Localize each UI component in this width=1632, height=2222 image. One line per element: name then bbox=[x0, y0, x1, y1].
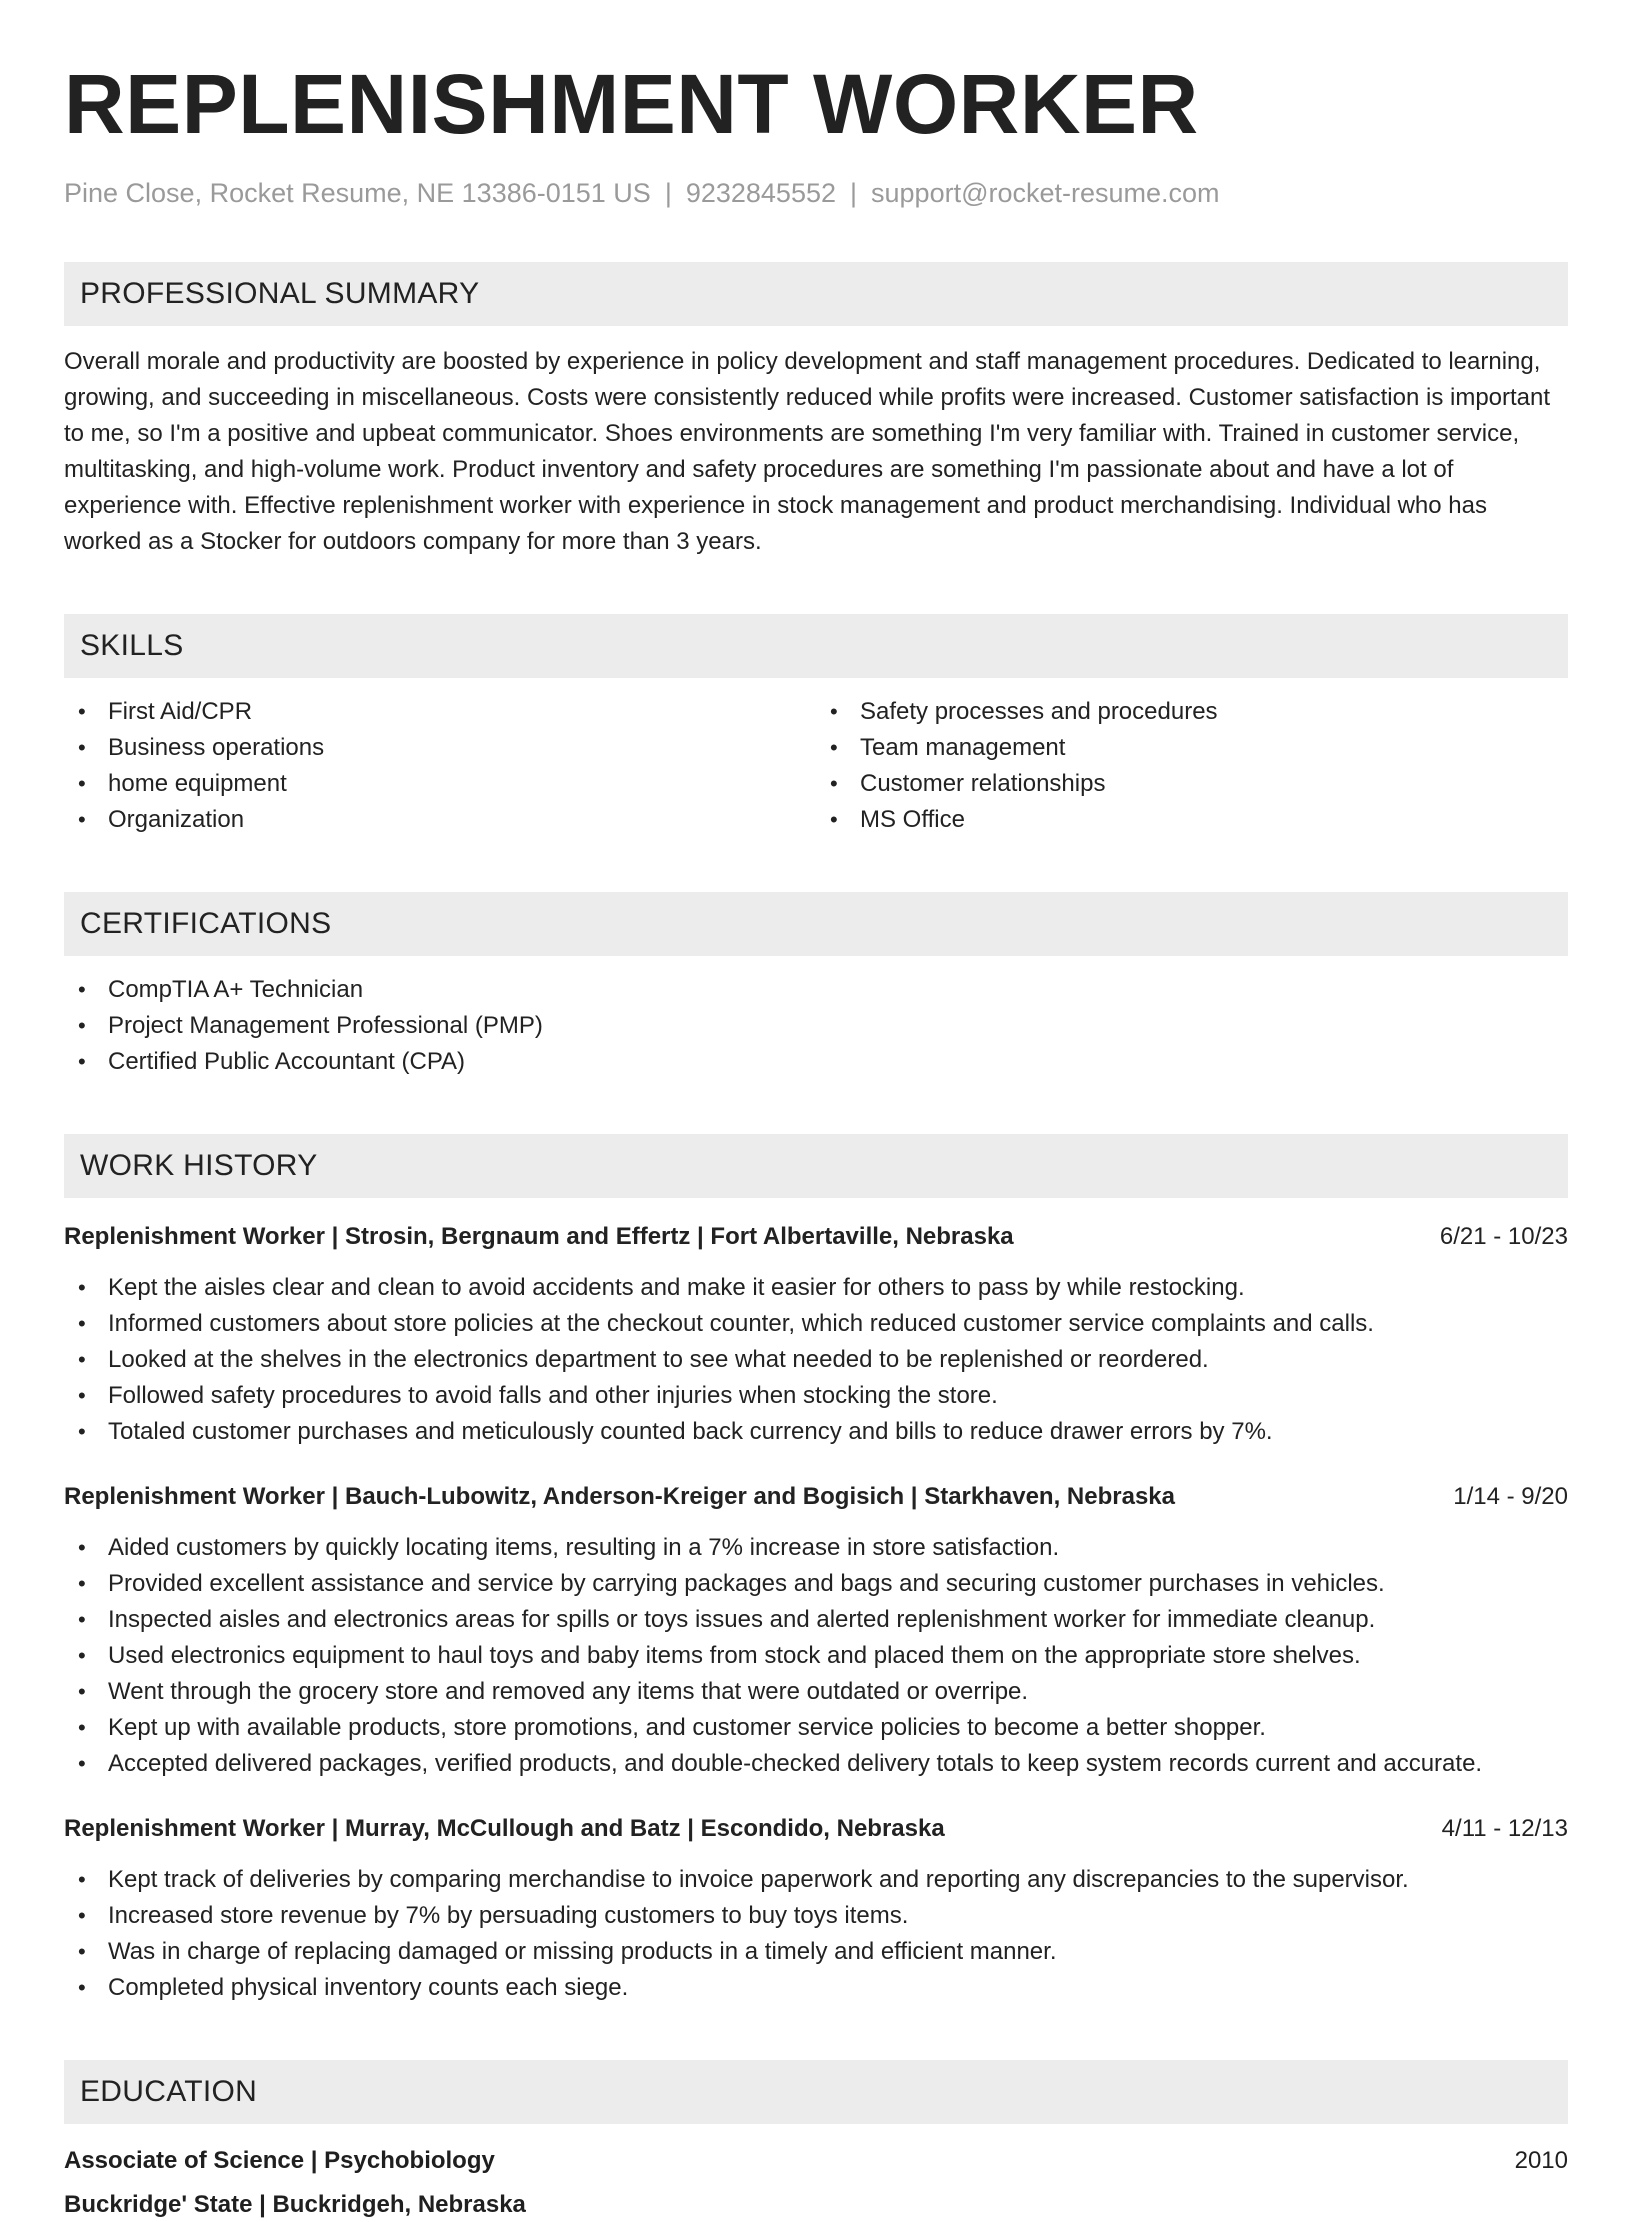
contact-separator: | bbox=[664, 178, 672, 208]
summary-text: Overall morale and productivity are boosted by experience in policy development and staff management procedures. Dedicated to learning, growing, and succeeding in miscellaneous. Costs were consistently reduced while profits were increased. Customer satisfaction is important to me, so I'm a positive and upbeat communicator. Shoes environments are something I'm very familiar with. Trained in customer service, multitasking, and high-volume work. Product inventory and safety procedures are something I'm passionate about and have a lot of experience with. Effective replenishment worker with experience in stock management and product merchandising. Individual who has worked as a Stocker for outdoors company for more than 3 years. bbox=[64, 348, 1551, 555]
candidate-name: REPLENISHMENT WORKER bbox=[64, 57, 1199, 151]
skills-heading: SKILLS bbox=[64, 614, 1568, 678]
skills-list-right bbox=[816, 694, 1568, 838]
list-item: • Customer relationships bbox=[860, 766, 1568, 802]
list-item: • MS Office bbox=[860, 802, 1568, 838]
contact-address: Pine Close, Rocket Resume, NE 13386-0151 US bbox=[64, 178, 651, 208]
job-bullet: • Informed customers about store policies at the checkout counter, which reduced customer service complaints and calls. bbox=[108, 1306, 1568, 1342]
job-title: Replenishment Worker | Strosin, Bergnaum and Effertz | Fort Albertaville, Nebraska bbox=[64, 1223, 1014, 1250]
job-bullet: • Provided excellent assistance and service by carrying packages and bags and securing customer purchases in vehicles. bbox=[108, 1566, 1568, 1602]
education-school: Buckridge' State | Buckridgeh, Nebraska bbox=[64, 2191, 526, 2218]
job-bullet: • Inspected aisles and electronics areas for spills or toys issues and alerted replenishment worker for immediate cleanup. bbox=[108, 1602, 1568, 1638]
job-dates: 6/21 - 10/23 bbox=[1439, 1223, 1568, 1250]
job-bullet: • Completed physical inventory counts each siege. bbox=[108, 1970, 1568, 2006]
list-item: • Team management bbox=[860, 730, 1568, 766]
job-bullets bbox=[64, 1270, 1568, 1450]
job-bullet: • Was in charge of replacing damaged or missing products in a timely and efficient manner. bbox=[108, 1934, 1568, 1970]
job-bullet: • Kept track of deliveries by comparing merchandise to invoice paperwork and reporting any discrepancies to the supervisor. bbox=[108, 1862, 1568, 1898]
list-item: • Project Management Professional (PMP) bbox=[108, 1008, 1568, 1044]
job-bullet: • Kept the aisles clear and clean to avoid accidents and make it easier for others to pass by while restocking. bbox=[108, 1270, 1568, 1306]
skills-columns bbox=[64, 694, 1568, 838]
job-bullet: • Accepted delivered packages, verified products, and double-checked delivery totals to keep system records current and accurate. bbox=[108, 1746, 1568, 1782]
job-bullets bbox=[64, 1530, 1568, 1782]
list-item: • CompTIA A+ Technician bbox=[108, 972, 1568, 1008]
contact-email: support@rocket-resume.com bbox=[871, 178, 1220, 208]
education-entry bbox=[64, 2144, 1568, 2222]
job-title: Replenishment Worker | Murray, McCullough and Batz | Escondido, Nebraska bbox=[64, 1815, 945, 1842]
job-dates: 4/11 - 12/13 bbox=[1441, 1815, 1568, 1842]
job-bullet: • Totaled customer purchases and meticulously counted back currency and bills to reduce drawer errors by 7%. bbox=[108, 1414, 1568, 1450]
list-item: • home equipment bbox=[108, 766, 816, 802]
job-bullet: • Used electronics equipment to haul toys and baby items from stock and placed them on the appropriate store shelves. bbox=[108, 1638, 1568, 1674]
job-bullet: • Kept up with available products, store promotions, and customer service policies to become a better shopper. bbox=[108, 1710, 1568, 1746]
certifications-list bbox=[64, 972, 1568, 1080]
job-entry bbox=[64, 1480, 1568, 1782]
education-degree: Associate of Science | Psychobiology bbox=[64, 2147, 495, 2174]
job-title: Replenishment Worker | Bauch-Lubowitz, Anderson-Kreiger and Bogisich | Starkhaven, Nebraska bbox=[64, 1483, 1175, 1510]
work-history-heading: WORK HISTORY bbox=[64, 1134, 1568, 1198]
list-item: • First Aid/CPR bbox=[108, 694, 816, 730]
job-bullet: • Went through the grocery store and removed any items that were outdated or overripe. bbox=[108, 1674, 1568, 1710]
job-bullet: • Followed safety procedures to avoid falls and other injuries when stocking the store. bbox=[108, 1378, 1568, 1414]
list-item: • Safety processes and procedures bbox=[860, 694, 1568, 730]
job-bullets bbox=[64, 1862, 1568, 2006]
education-year: 2010 bbox=[1514, 2147, 1568, 2174]
certifications-heading: CERTIFICATIONS bbox=[64, 892, 1568, 956]
contact-line bbox=[64, 176, 1568, 210]
contact-phone: 9232845552 bbox=[685, 178, 836, 208]
job-bullet: • Increased store revenue by 7% by persuading customers to buy toys items. bbox=[108, 1898, 1568, 1934]
list-item: • Business operations bbox=[108, 730, 816, 766]
job-bullet: • Looked at the shelves in the electronics department to see what needed to be replenished or reordered. bbox=[108, 1342, 1568, 1378]
list-item: • Organization bbox=[108, 802, 816, 838]
list-item: • Certified Public Accountant (CPA) bbox=[108, 1044, 1568, 1080]
job-entry bbox=[64, 1812, 1568, 2006]
job-entry bbox=[64, 1220, 1568, 1450]
summary-heading: PROFESSIONAL SUMMARY bbox=[64, 262, 1568, 326]
education-heading: EDUCATION bbox=[64, 2060, 1568, 2124]
job-bullet: • Aided customers by quickly locating items, resulting in a 7% increase in store satisfaction. bbox=[108, 1530, 1568, 1566]
work-history-list bbox=[64, 1220, 1568, 2006]
job-dates: 1/14 - 9/20 bbox=[1453, 1483, 1568, 1510]
contact-separator: | bbox=[850, 178, 858, 208]
skills-list-left bbox=[64, 694, 816, 838]
